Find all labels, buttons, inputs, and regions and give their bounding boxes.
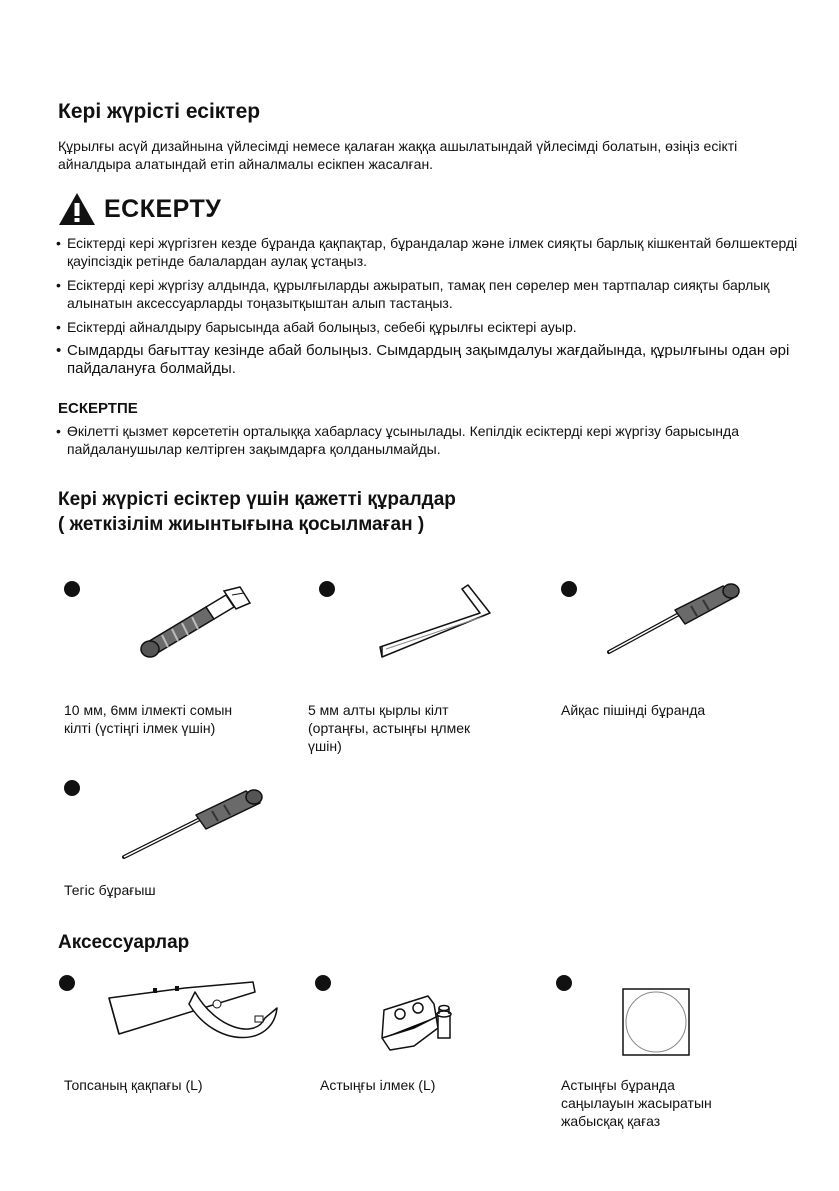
- tool-label: [64, 881, 156, 899]
- hex-key-icon: [376, 583, 496, 663]
- accessory-label-line: Астыңғы ілмек (L): [320, 1077, 436, 1093]
- warning-item: • Есіктерді айналдыру барысында абай болыңыз, себебі құрылғы есіктері ауыр.: [56, 318, 806, 336]
- tool-label-line: үшін): [308, 738, 342, 754]
- accessory-label-line: Топсаның қақпағы (L): [64, 1077, 203, 1093]
- tools-heading-line1: Кері жүрісті есіктер үшін қажетті құралдар: [58, 489, 456, 510]
- tools-heading-line2: ( жеткізілім жиынтығына қосылмаған ): [58, 514, 425, 535]
- note-list: [56, 422, 806, 464]
- bullet-dot: [319, 581, 335, 597]
- accessory-label-line: Астыңғы бұранда: [561, 1077, 675, 1093]
- bullet-dot: [59, 975, 75, 991]
- page-title: Кері жүрісті есіктер: [58, 100, 261, 123]
- bullet-dot: [315, 975, 331, 991]
- lower-hinge-icon: [378, 988, 468, 1058]
- tool-label-line: (ортаңғы, астыңғы ңлмек: [308, 720, 471, 736]
- tools-heading: [58, 487, 456, 537]
- tool-label-line: кілті (үстіңгі ілмек үшін): [64, 720, 216, 736]
- note-item: • Өкілетті қызмет көрсететін орталыққа хабарласу ұсынылады. Кепілдік есіктерді кері жүргізу барысында пайдаланушылар келтірген зақымдарға қолданылмайды.: [56, 422, 806, 458]
- bullet-dot: [64, 780, 80, 796]
- tool-label-line: Тегіс бұрағыш: [64, 882, 156, 898]
- tool-label-line: Айқас пішінді бұранда: [561, 702, 706, 718]
- intro-paragraph: Құрылғы асүй дизайнына үйлесімді немесе қалаған жаққа ашылатындай үйлесімді болатын, өзіңіз есікті айналдыра алатындай етіп айналмалы есікпен жасалған.: [58, 138, 738, 172]
- tool-label-line: 5 мм алты қырлы кілт: [308, 702, 449, 718]
- tool-label: [561, 701, 705, 719]
- note-title: ЕСКЕРТПЕ: [58, 400, 138, 417]
- warning-header: [58, 192, 221, 226]
- accessories-heading: Аксессуарлар: [58, 932, 190, 953]
- bullet-dot: [64, 581, 80, 597]
- warning-list: [56, 234, 806, 384]
- socket-wrench-icon: [128, 585, 258, 665]
- flat-screwdriver-icon: [118, 785, 268, 865]
- accessory-label-line: жабысқақ қағаз: [561, 1113, 661, 1129]
- tool-label: [64, 701, 232, 737]
- accessory-label: [64, 1076, 203, 1094]
- bullet-dot: [561, 581, 577, 597]
- tool-label-line: 10 мм, 6мм ілмекті сомын: [64, 702, 233, 718]
- accessory-label: [561, 1076, 712, 1130]
- warning-item: • Есіктерді кері жүргізген кезде бұранда қақпақтар, бұрандалар және ілмек сияқты барлық кішкентай бөлшектерді қауіпсіздік ретінде балалардан аулақ ұстаңыз.: [56, 234, 806, 270]
- warning-item: • Сымдарды бағыттау кезінде абай болыңыз. Сымдардың зақымдалуы жағдайында, құрылғыны одан әрі пайдалануға болмайды.: [56, 342, 806, 378]
- warning-triangle-icon: [58, 192, 96, 226]
- warning-item: • Есіктерді кері жүргізу алдында, құрылғыларды ажыратып, тамақ пен сөрелер мен тартпалар сияқты барлық алынатын аксессуарларды тоңазытқыштан алып тастаңыз.: [56, 276, 806, 312]
- cover-sticker-icon: [621, 987, 691, 1057]
- warning-title: ЕСКЕРТУ: [104, 194, 222, 223]
- bullet-dot: [556, 975, 572, 991]
- tool-label: [308, 701, 470, 755]
- accessory-label: [320, 1076, 435, 1094]
- hinge-cover-icon: [105, 978, 285, 1048]
- phillips-screwdriver-icon: [605, 580, 745, 660]
- accessory-label-line: саңылауын жасыратын: [561, 1095, 712, 1111]
